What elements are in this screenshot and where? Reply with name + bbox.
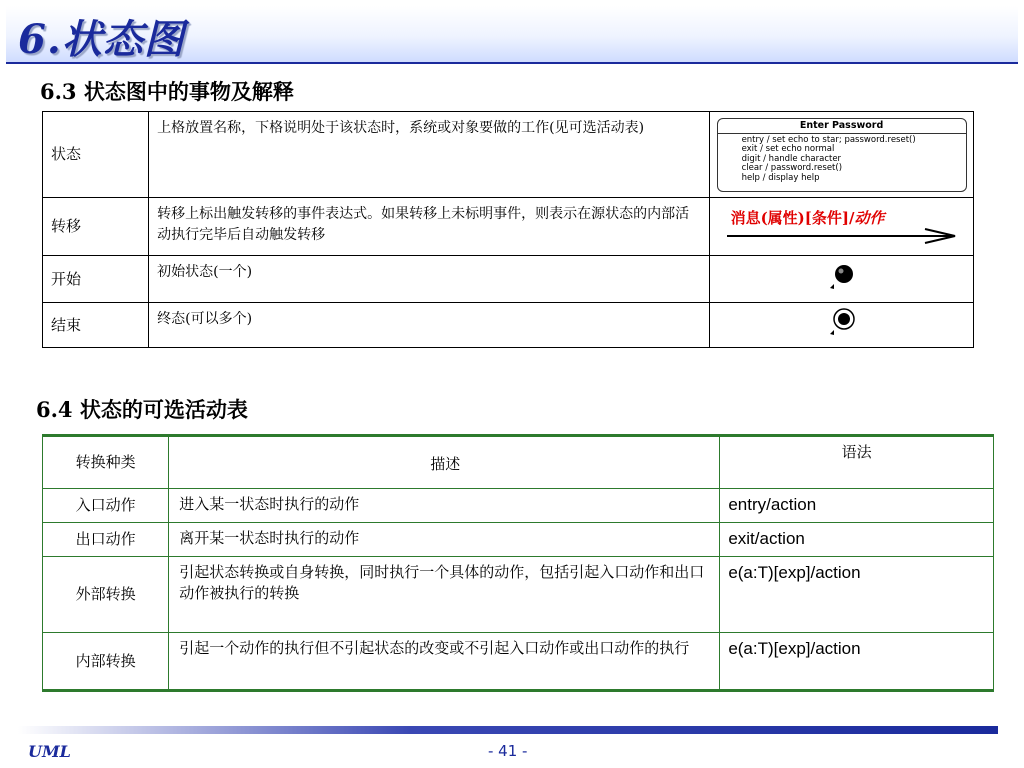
section-title-6-4: 6.4 状态的可选活动表	[36, 397, 248, 422]
slide-title: 6.状态图	[18, 16, 185, 63]
initial-state-icon	[822, 258, 862, 294]
final-state-icon	[822, 305, 862, 339]
section-title-6-3: 6.3 状态图中的事物及解释	[40, 79, 294, 104]
header-desc: 描述	[169, 436, 720, 489]
footer-bar	[18, 726, 998, 734]
table-row	[43, 633, 994, 691]
state-box-line: entry / set echo to star; password.reset()	[741, 134, 916, 145]
state-box-divider	[718, 133, 966, 134]
row-desc: 引起状态转换或自身转换，同时执行一个具体的动作，包括引起入口动作和出口动作被执行的转换	[169, 557, 720, 633]
state-box-line: digit / handle character	[741, 153, 842, 164]
row-syntax: entry/action	[720, 489, 994, 523]
initial-state-cell	[710, 256, 974, 303]
transition-symbol-cell	[710, 198, 974, 256]
footer-label: UML	[28, 742, 71, 761]
row-name: 开始	[43, 256, 149, 303]
header-kind: 转换种类	[43, 436, 169, 489]
row-desc: 上格放置名称，下格说明处于该状态时，系统或对象要做的工作(见可选活动表)	[149, 112, 710, 198]
row-syntax: e(a:T)[exp]/action	[720, 633, 994, 691]
table-header-row	[43, 436, 994, 489]
row-desc: 初始状态(一个)	[149, 256, 710, 303]
table-row	[43, 112, 974, 198]
table-row	[43, 303, 974, 348]
optional-activity-table	[42, 434, 994, 692]
header-syntax: 语法	[720, 436, 994, 489]
row-desc: 离开某一状态时执行的动作	[169, 523, 720, 557]
row-desc: 进入某一状态时执行的动作	[169, 489, 720, 523]
row-name: 状态	[43, 112, 149, 198]
state-box-header: Enter Password	[799, 119, 884, 131]
state-elements-table	[42, 111, 974, 348]
row-kind: 出口动作	[43, 523, 169, 557]
page-number: - 41 -	[488, 742, 528, 760]
row-desc: 终态(可以多个)	[149, 303, 710, 348]
row-desc: 引起一个动作的执行但不引起状态的改变或不引起入口动作或出口动作的执行	[169, 633, 720, 691]
state-box-line: exit / set echo normal	[741, 144, 835, 154]
state-box-line: help / display help	[741, 172, 820, 183]
state-symbol-cell	[710, 112, 974, 198]
table-row	[43, 198, 974, 256]
row-kind: 入口动作	[43, 489, 169, 523]
state-box-diagram	[717, 118, 967, 192]
table-row	[43, 523, 994, 557]
row-syntax: exit/action	[720, 523, 994, 557]
row-syntax: e(a:T)[exp]/action	[720, 557, 994, 633]
transition-diagram	[725, 204, 959, 250]
table-row	[43, 256, 974, 303]
row-desc: 转移上标出触发转移的事件表达式。如果转移上未标明事件，则表示在源状态的内部活动执行完毕后自动触发转移	[149, 198, 710, 256]
row-name: 结束	[43, 303, 149, 348]
row-kind: 外部转换	[43, 557, 169, 633]
transition-arrow-icon	[725, 228, 959, 244]
row-kind: 内部转换	[43, 633, 169, 691]
title-bar	[6, 6, 1018, 64]
table-row	[43, 489, 994, 523]
transition-label: 消息(属性)[条件]/动作	[730, 208, 885, 227]
row-name: 转移	[43, 198, 149, 256]
state-box-line: clear / password.reset()	[741, 163, 843, 173]
final-state-cell	[710, 303, 974, 348]
table-row	[43, 557, 994, 633]
